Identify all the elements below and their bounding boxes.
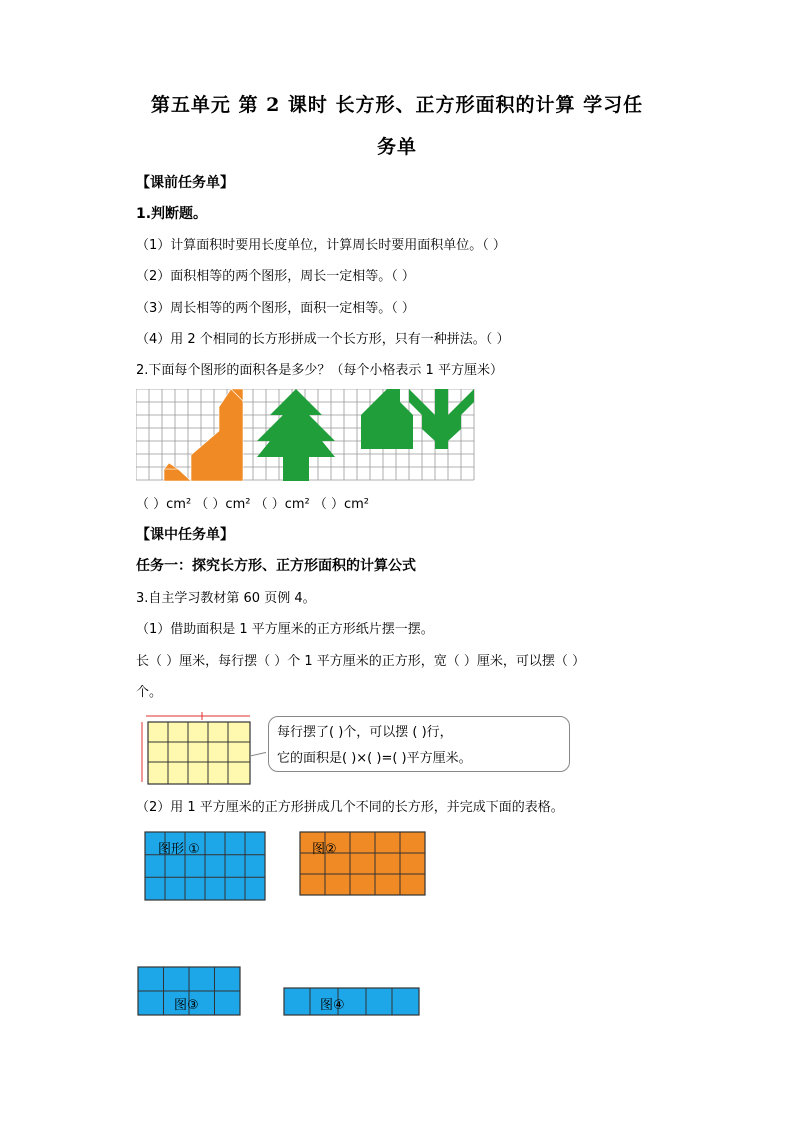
- figure-1-label: 图形 ①: [158, 842, 200, 857]
- area-grid-figure: [136, 389, 478, 481]
- house-shape: [361, 389, 413, 449]
- q3-sub1-line-b: 个。: [136, 685, 163, 700]
- page-title-continuation: 务单: [376, 136, 417, 158]
- figure-3-label: 图③: [174, 998, 199, 1013]
- q2-answer-blanks: （ ）cm² （ ）cm² （ ）cm² （ ）cm²: [136, 497, 370, 512]
- q1-item-1: （1）计算面积时要用长度单位，计算周长时要用面积单位。（ ）: [136, 238, 506, 253]
- q3-heading: 3.自主学习教材第 60 页例 4。: [136, 591, 316, 606]
- bubble-line-2: 它的面积是( )×( )=( )平方厘米。: [277, 751, 472, 766]
- figure-4-rectangle: [282, 986, 422, 1018]
- task1-heading: 任务一：探究长方形、正方形面积的计算公式: [136, 558, 416, 574]
- pre-class-heading: 【课前任务单】: [136, 175, 234, 191]
- q3-sub2: （2）用 1 平方厘米的正方形拼成几个不同的长方形，并完成下面的表格。: [136, 800, 564, 815]
- q1-item-2: （2）面积相等的两个图形，周长一定相等。（ ）: [136, 269, 415, 284]
- figure-4-label: 图④: [320, 998, 345, 1013]
- q3-sub1: （1）借助面积是 1 平方厘米的正方形纸片摆一摆。: [136, 622, 434, 637]
- bubble-line-1: 每行摆了( )个，可以摆 ( )行，: [277, 725, 453, 740]
- page-title: 第五单元 第 2 课时 长方形、正方形面积的计算 学习任: [150, 94, 644, 116]
- q2-heading: 2.下面每个图形的面积各是多少？（每个小格表示 1 平方厘米）: [136, 363, 503, 378]
- q1-heading: 1.判断题。: [136, 206, 208, 222]
- q1-item-4: （4）用 2 个相同的长方形拼成一个长方形，只有一种拼法。（ ）: [136, 332, 510, 347]
- figure-2-label: 图②: [312, 842, 337, 857]
- q1-item-3: （3）周长相等的两个图形，面积一定相等。（ ）: [136, 301, 415, 316]
- speech-bubble: [268, 716, 570, 772]
- q3-sub1-line-a: 长（ ）厘米，每行摆（ ）个 1 平方厘米的正方形，宽（ ）厘米，可以摆（ ）: [136, 654, 586, 669]
- arrow-shape: [409, 389, 474, 449]
- in-class-heading: 【课中任务单】: [136, 527, 234, 543]
- yellow-square-grid: [136, 710, 266, 786]
